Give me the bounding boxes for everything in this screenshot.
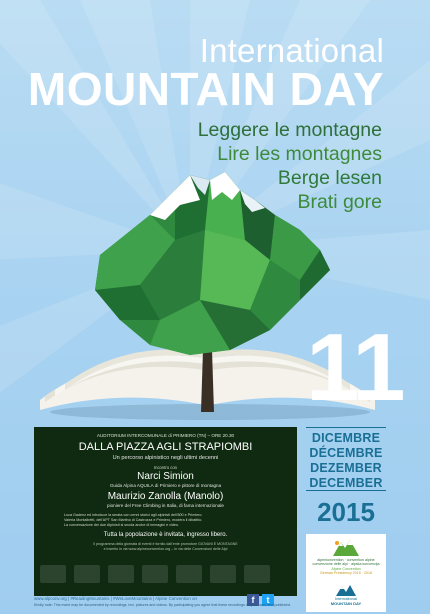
event-panel <box>34 427 297 596</box>
twitter-icon[interactable]: t <box>262 594 274 606</box>
month-italian: DICEMBRE <box>311 431 381 445</box>
sponsor-logo <box>108 565 134 583</box>
event-venue: AUDITORIUM INTERCOMUNALE di PRIMIERO (TN) – ORE 20.30 <box>96 433 235 438</box>
speaker1-role: Guida Alpina AQUILA di Primiero e pittore di montagna <box>109 483 222 488</box>
month-french: DÉCEMBRE <box>309 446 383 460</box>
event-day: 11 <box>306 314 404 421</box>
sponsor-logo <box>74 565 100 583</box>
divider <box>306 490 386 491</box>
title-international: International <box>199 32 384 69</box>
alpine-line: convenzione delle alpi · alpska konvencija <box>312 562 380 566</box>
sponsor-logo <box>142 565 168 583</box>
event-detail: Luca Gadenz ed introduce la serata con cenni storici agli alpinisti dell'800 e Primiero. <box>64 513 203 517</box>
event-detail: Valeria Montalbetti, dell'APT San Martino di Castrozza e Primiero, modera il dibattito. <box>64 518 203 522</box>
alpine-line: Alpine Convention <box>331 567 361 571</box>
alpine-line: German Presidency 2015 · 2016 <box>320 571 372 575</box>
event-detail: La conversazione dei due Alpinisti si snoda anche di immagini e video. <box>64 523 179 527</box>
footer-links[interactable]: www.alpconv.org | #ReadingMountains | #WeLoveMountains | Alpine Convention on <box>34 596 197 601</box>
mountain-day-icon <box>336 584 356 596</box>
sponsor-logos <box>40 565 290 587</box>
sponsor-logo <box>244 565 270 583</box>
event-subtitle: Un percorso alpinistico negli ultimi decenni <box>112 455 219 461</box>
tagline-french: Lire les montagnes <box>217 143 382 165</box>
program-note: e inserito in via www.alpineconvention.org – in via delle Convenzioni delle Alpi <box>103 547 228 551</box>
meeting-label: Incontro con <box>153 465 178 470</box>
tagline-slovenian: Brati gore <box>297 191 382 213</box>
tagline-german: Berge lesen <box>277 167 382 189</box>
program-note: Il programma della giornata di eventi è fornito dall'ente promotore GIOVANI E MONTAGNE <box>93 542 238 546</box>
alpine-mountain-icon <box>333 538 359 556</box>
speaker2-role: pioniere del Free Climbing in Italia, di fama internazionale <box>107 503 224 508</box>
tagline-italian: Leggere le montagne <box>197 119 382 141</box>
sponsor-logo <box>40 565 66 583</box>
speaker1-name: Narci Simion <box>137 471 194 482</box>
facebook-icon[interactable]: f <box>247 594 259 606</box>
mountain-day-small-title: International <box>334 596 357 601</box>
event-months <box>306 425 386 491</box>
welcome-text: Tutta la popolazione è invitata, ingresso libero. <box>103 532 228 538</box>
footer-note: Kindly note: This event may be documented by recordings, incl. pictures and videos. By participating you agree that these recordings may be used and published. <box>34 603 291 607</box>
alpine-line: alpenkonvention · convention alpine <box>317 558 375 562</box>
mountain-day-small-title: MOUNTAIN DAY <box>330 601 362 606</box>
sponsor-logo <box>210 565 236 583</box>
divider <box>306 427 386 428</box>
event-title: DALLA PIAZZA AGLI STRAPIOMBI <box>78 441 253 453</box>
title-mountain-day: MOUNTAIN DAY <box>27 63 384 115</box>
sponsor-logo <box>176 565 202 583</box>
event-year: 2015 <box>317 497 375 527</box>
month-english: DECEMBER <box>309 476 383 490</box>
speaker2-name: Maurizio Zanolla (Manolo) <box>107 491 224 502</box>
alpine-convention-logo <box>306 534 386 612</box>
month-german: DEZEMBER <box>310 461 382 475</box>
